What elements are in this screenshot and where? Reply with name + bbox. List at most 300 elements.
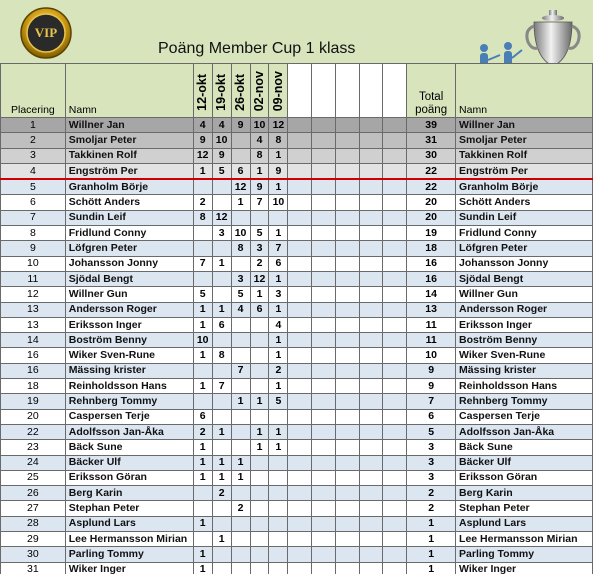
score-cell — [250, 547, 269, 562]
score-cell — [231, 148, 250, 163]
empty-cell — [288, 271, 312, 286]
place-cell: 5 — [1, 179, 66, 195]
empty-cell — [288, 348, 312, 363]
score-cell — [212, 501, 231, 516]
total-cell: 3 — [407, 470, 456, 485]
empty-cell — [312, 440, 336, 455]
page-title: Poäng Member Cup 1 klass — [158, 40, 356, 57]
score-cell — [231, 516, 250, 531]
score-cell — [231, 348, 250, 363]
total-cell: 5 — [407, 424, 456, 439]
empty-cell — [335, 348, 359, 363]
namn-right-header: Namn — [456, 64, 593, 118]
empty-cell — [359, 256, 383, 271]
table-row — [1, 440, 593, 455]
score-cell — [231, 317, 250, 332]
empty-cell — [335, 486, 359, 501]
score-cell — [193, 241, 212, 256]
empty-cell — [312, 256, 336, 271]
total-cell: 13 — [407, 302, 456, 317]
empty-cell — [312, 424, 336, 439]
empty-cell — [383, 486, 407, 501]
name-cell: Willner Jan — [65, 118, 193, 133]
empty-cell — [335, 394, 359, 409]
name-right-cell: Reinholdsson Hans — [456, 379, 593, 394]
score-cell: 10 — [231, 226, 250, 241]
total-cell: 1 — [407, 562, 456, 574]
empty-cell — [359, 409, 383, 424]
date-header-2: 19-okt — [212, 64, 231, 118]
score-cell — [193, 486, 212, 501]
name-cell: Reinholdsson Hans — [65, 379, 193, 394]
score-cell: 9 — [269, 163, 288, 179]
score-cell: 1 — [269, 179, 288, 195]
score-cell: 1 — [269, 333, 288, 348]
empty-cell — [359, 302, 383, 317]
empty-cell — [312, 486, 336, 501]
score-cell — [231, 409, 250, 424]
name-right-cell: Caspersen Terje — [456, 409, 593, 424]
score-cell — [193, 363, 212, 378]
name-right-cell: Takkinen Rolf — [456, 148, 593, 163]
empty-cell — [383, 241, 407, 256]
name-cell: Wiker Sven-Rune — [65, 348, 193, 363]
name-right-cell: Johansson Jonny — [456, 256, 593, 271]
score-cell: 6 — [193, 409, 212, 424]
total-cell: 1 — [407, 547, 456, 562]
score-cell — [212, 440, 231, 455]
score-cell: 1 — [212, 302, 231, 317]
score-cell — [250, 470, 269, 485]
score-cell — [250, 532, 269, 547]
score-cell: 5 — [212, 163, 231, 179]
empty-cell — [359, 271, 383, 286]
table-row — [1, 409, 593, 424]
empty-cell — [335, 363, 359, 378]
empty-cell — [359, 547, 383, 562]
score-cell: 1 — [250, 394, 269, 409]
total-cell: 20 — [407, 195, 456, 210]
total-cell: 39 — [407, 118, 456, 133]
name-cell: Parling Tommy — [65, 547, 193, 562]
score-cell — [250, 363, 269, 378]
score-cell: 1 — [212, 470, 231, 485]
table-row — [1, 532, 593, 547]
place-cell: 22 — [1, 424, 66, 439]
score-cell — [269, 547, 288, 562]
score-cell: 1 — [193, 302, 212, 317]
empty-cell — [312, 179, 336, 195]
empty-cell — [312, 562, 336, 574]
empty-cell — [288, 470, 312, 485]
empty-cell — [335, 210, 359, 225]
name-right-cell: Smoljar Peter — [456, 133, 593, 148]
place-cell: 9 — [1, 241, 66, 256]
name-cell: Willner Gun — [65, 287, 193, 302]
score-cell: 8 — [193, 210, 212, 225]
score-cell: 10 — [250, 118, 269, 133]
empty-cell — [383, 440, 407, 455]
name-right-cell: Löfgren Peter — [456, 241, 593, 256]
empty-cell — [288, 547, 312, 562]
empty-cell — [288, 409, 312, 424]
score-cell: 1 — [269, 148, 288, 163]
empty-cell — [335, 148, 359, 163]
empty-cell — [288, 118, 312, 133]
score-cell: 1 — [250, 287, 269, 302]
score-cell — [193, 532, 212, 547]
score-cell: 1 — [193, 547, 212, 562]
score-cell: 1 — [269, 440, 288, 455]
name-right-cell: Bäcker Ulf — [456, 455, 593, 470]
score-cell: 1 — [193, 440, 212, 455]
name-cell: Bäck Sune — [65, 440, 193, 455]
table-row — [1, 379, 593, 394]
score-cell: 2 — [250, 256, 269, 271]
total-cell: 1 — [407, 516, 456, 531]
place-cell: 3 — [1, 148, 66, 163]
place-cell: 28 — [1, 516, 66, 531]
empty-cell — [383, 455, 407, 470]
empty-cell — [383, 424, 407, 439]
empty-cell — [335, 163, 359, 179]
empty-cell — [312, 148, 336, 163]
name-cell: Engström Per — [65, 163, 193, 179]
score-cell: 7 — [193, 256, 212, 271]
name-right-cell: Rehnberg Tommy — [456, 394, 593, 409]
score-cell: 3 — [250, 241, 269, 256]
empty-cell — [359, 562, 383, 574]
empty-cell — [383, 302, 407, 317]
empty-cell — [359, 394, 383, 409]
placering-header: Placering — [1, 64, 66, 118]
place-cell: 1 — [1, 118, 66, 133]
empty-cell — [383, 562, 407, 574]
score-cell: 4 — [250, 133, 269, 148]
score-cell: 2 — [269, 363, 288, 378]
score-cell — [269, 470, 288, 485]
score-cell: 10 — [269, 195, 288, 210]
empty-cell — [359, 241, 383, 256]
total-cell: 10 — [407, 348, 456, 363]
total-cell: 9 — [407, 363, 456, 378]
empty-cell — [383, 287, 407, 302]
score-cell: 5 — [193, 287, 212, 302]
score-cell: 8 — [250, 148, 269, 163]
score-cell: 1 — [193, 348, 212, 363]
score-cell — [250, 409, 269, 424]
name-right-cell: Wiker Inger — [456, 562, 593, 574]
score-cell: 1 — [269, 271, 288, 286]
score-cell — [269, 562, 288, 574]
name-right-cell: Bäck Sune — [456, 440, 593, 455]
name-right-cell: Asplund Lars — [456, 516, 593, 531]
empty-cell — [288, 440, 312, 455]
place-cell: 6 — [1, 195, 66, 210]
empty-cell — [312, 317, 336, 332]
table-row — [1, 486, 593, 501]
table-row — [1, 118, 593, 133]
score-cell: 1 — [212, 455, 231, 470]
score-cell — [231, 532, 250, 547]
place-cell: 7 — [1, 210, 66, 225]
name-cell: Sjödal Bengt — [65, 271, 193, 286]
empty-cell — [288, 333, 312, 348]
empty-cell — [312, 241, 336, 256]
empty-cell — [335, 271, 359, 286]
place-cell: 23 — [1, 440, 66, 455]
empty-cell — [312, 195, 336, 210]
date-header-4: 02-nov — [250, 64, 269, 118]
score-cell — [231, 256, 250, 271]
score-cell — [250, 516, 269, 531]
empty-cell — [288, 317, 312, 332]
empty-cell — [312, 470, 336, 485]
empty-cell — [383, 163, 407, 179]
score-cell: 5 — [269, 394, 288, 409]
score-cell — [212, 195, 231, 210]
place-cell: 20 — [1, 409, 66, 424]
empty-cell — [335, 256, 359, 271]
name-cell: Andersson Roger — [65, 302, 193, 317]
total-cell: 9 — [407, 379, 456, 394]
empty-cell — [288, 532, 312, 547]
place-cell: 25 — [1, 470, 66, 485]
score-cell: 1 — [269, 348, 288, 363]
empty-header — [335, 64, 359, 118]
empty-cell — [335, 562, 359, 574]
empty-cell — [359, 379, 383, 394]
date-header-3: 26-okt — [231, 64, 250, 118]
score-cell: 1 — [212, 424, 231, 439]
name-cell: Johansson Jonny — [65, 256, 193, 271]
name-right-cell: Parling Tommy — [456, 547, 593, 562]
empty-cell — [359, 210, 383, 225]
empty-cell — [359, 501, 383, 516]
score-cell — [250, 455, 269, 470]
score-cell: 7 — [212, 379, 231, 394]
empty-cell — [383, 532, 407, 547]
table-row — [1, 256, 593, 271]
place-cell: 26 — [1, 486, 66, 501]
score-cell: 1 — [212, 532, 231, 547]
empty-cell — [312, 532, 336, 547]
score-cell: 9 — [193, 133, 212, 148]
name-right-cell: Granholm Börje — [456, 179, 593, 195]
empty-cell — [288, 226, 312, 241]
empty-cell — [288, 394, 312, 409]
total-cell: 3 — [407, 455, 456, 470]
score-cell — [212, 516, 231, 531]
empty-cell — [335, 179, 359, 195]
total-cell: 18 — [407, 241, 456, 256]
empty-cell — [359, 226, 383, 241]
empty-cell — [383, 348, 407, 363]
total-cell: 31 — [407, 133, 456, 148]
name-cell: Eriksson Göran — [65, 470, 193, 485]
name-right-cell: Willner Gun — [456, 287, 593, 302]
name-cell: Takkinen Rolf — [65, 148, 193, 163]
empty-cell — [383, 363, 407, 378]
place-cell: 16 — [1, 348, 66, 363]
empty-cell — [335, 287, 359, 302]
score-cell: 1 — [231, 455, 250, 470]
empty-cell — [359, 486, 383, 501]
empty-cell — [359, 424, 383, 439]
score-cell — [231, 210, 250, 225]
empty-cell — [312, 287, 336, 302]
score-cell — [269, 501, 288, 516]
score-cell — [250, 379, 269, 394]
empty-cell — [335, 470, 359, 485]
table-row — [1, 226, 593, 241]
empty-cell — [359, 133, 383, 148]
score-cell — [212, 287, 231, 302]
empty-cell — [335, 532, 359, 547]
name-right-cell: Sundin Leif — [456, 210, 593, 225]
score-cell — [250, 562, 269, 574]
empty-cell — [383, 379, 407, 394]
score-cell — [231, 424, 250, 439]
empty-cell — [359, 516, 383, 531]
score-cell — [269, 455, 288, 470]
empty-cell — [335, 133, 359, 148]
total-cell: 22 — [407, 179, 456, 195]
empty-cell — [288, 163, 312, 179]
name-cell: Stephan Peter — [65, 501, 193, 516]
table-row — [1, 501, 593, 516]
score-cell — [212, 394, 231, 409]
score-cell — [231, 440, 250, 455]
place-cell: 10 — [1, 256, 66, 271]
score-cell: 2 — [193, 195, 212, 210]
table-row — [1, 516, 593, 531]
table-row — [1, 470, 593, 485]
table-row — [1, 394, 593, 409]
place-cell: 29 — [1, 532, 66, 547]
place-cell: 30 — [1, 547, 66, 562]
score-cell — [250, 501, 269, 516]
empty-cell — [383, 133, 407, 148]
name-cell: Rehnberg Tommy — [65, 394, 193, 409]
name-cell: Lee Hermansson Mirian — [65, 532, 193, 547]
score-cell — [212, 562, 231, 574]
table-row — [1, 302, 593, 317]
score-cell: 1 — [193, 379, 212, 394]
empty-cell — [359, 532, 383, 547]
table-row — [1, 271, 593, 286]
score-cell — [193, 501, 212, 516]
score-cell: 1 — [212, 256, 231, 271]
score-cell — [231, 486, 250, 501]
score-cell — [212, 271, 231, 286]
empty-cell — [359, 148, 383, 163]
score-cell — [212, 333, 231, 348]
empty-cell — [288, 302, 312, 317]
empty-header — [288, 64, 312, 118]
score-cell — [231, 547, 250, 562]
score-cell: 9 — [212, 148, 231, 163]
empty-header — [359, 64, 383, 118]
empty-cell — [288, 455, 312, 470]
score-cell: 5 — [231, 287, 250, 302]
score-cell: 1 — [250, 163, 269, 179]
empty-cell — [312, 547, 336, 562]
empty-cell — [359, 440, 383, 455]
total-cell: 20 — [407, 210, 456, 225]
empty-cell — [335, 501, 359, 516]
empty-cell — [383, 394, 407, 409]
score-cell — [212, 179, 231, 195]
table-row — [1, 547, 593, 562]
name-right-cell: Sjödal Bengt — [456, 271, 593, 286]
name-right-cell: Berg Karin — [456, 486, 593, 501]
empty-cell — [335, 333, 359, 348]
total-cell: 3 — [407, 440, 456, 455]
empty-cell — [288, 562, 312, 574]
empty-cell — [312, 210, 336, 225]
score-cell: 4 — [193, 118, 212, 133]
empty-cell — [359, 163, 383, 179]
empty-cell — [359, 470, 383, 485]
empty-cell — [288, 287, 312, 302]
score-cell: 6 — [231, 163, 250, 179]
score-cell: 12 — [231, 179, 250, 195]
empty-cell — [312, 409, 336, 424]
empty-cell — [335, 195, 359, 210]
score-cell: 1 — [250, 424, 269, 439]
table-row — [1, 210, 593, 225]
empty-cell — [359, 333, 383, 348]
score-cell: 2 — [193, 424, 212, 439]
score-cell — [269, 210, 288, 225]
name-cell: Granholm Börje — [65, 179, 193, 195]
empty-cell — [383, 333, 407, 348]
score-cell: 4 — [269, 317, 288, 332]
place-cell: 14 — [1, 333, 66, 348]
name-right-cell: Eriksson Göran — [456, 470, 593, 485]
empty-cell — [312, 302, 336, 317]
score-cell — [269, 532, 288, 547]
score-cell: 7 — [269, 241, 288, 256]
empty-cell — [312, 363, 336, 378]
empty-cell — [288, 424, 312, 439]
empty-header — [312, 64, 336, 118]
table-row — [1, 455, 593, 470]
total-cell: 1 — [407, 532, 456, 547]
score-cell — [269, 409, 288, 424]
table-row — [1, 317, 593, 332]
date-header-5: 09-nov — [269, 64, 288, 118]
score-cell: 3 — [269, 287, 288, 302]
score-cell — [269, 516, 288, 531]
total-cell: 2 — [407, 501, 456, 516]
empty-cell — [383, 226, 407, 241]
table-row — [1, 363, 593, 378]
empty-cell — [383, 516, 407, 531]
score-cell — [193, 394, 212, 409]
total-cell: 16 — [407, 271, 456, 286]
empty-cell — [288, 516, 312, 531]
score-cell — [212, 409, 231, 424]
place-cell: 31 — [1, 562, 66, 574]
empty-cell — [383, 547, 407, 562]
score-cell: 4 — [212, 118, 231, 133]
table-row — [1, 179, 593, 195]
total-cell: 19 — [407, 226, 456, 241]
score-cell: 1 — [193, 562, 212, 574]
empty-cell — [288, 133, 312, 148]
